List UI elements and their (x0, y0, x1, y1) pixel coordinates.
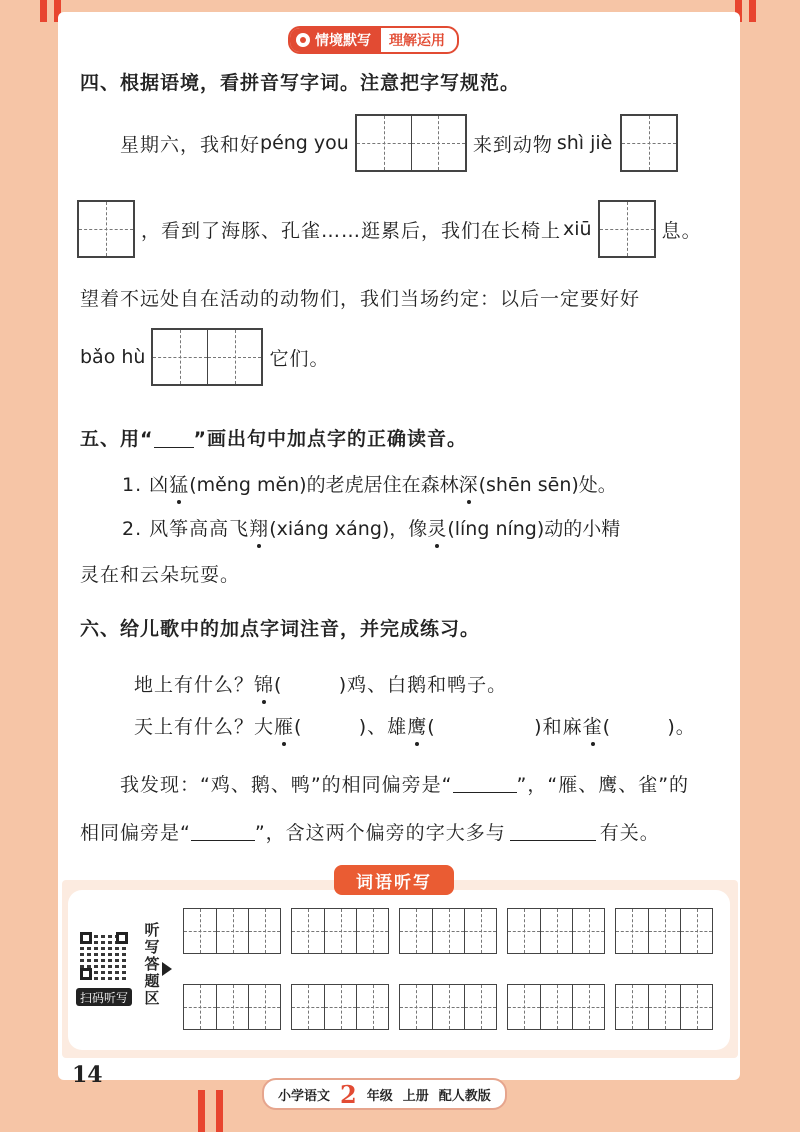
grid-cell (411, 116, 465, 170)
grid-cell (216, 985, 248, 1029)
text: ，看到了海豚、孔雀……逛累后，我们在长椅上 (141, 219, 562, 242)
dictation-grid[interactable] (291, 908, 389, 954)
section4-line3: 望着不远处自在活动的动物们，我们当场约定：以后一定要好好 (80, 287, 641, 310)
edition-label: 配人教版 (438, 1088, 491, 1104)
pinyin: péng you (260, 132, 349, 154)
text: 地上有什么？ (134, 673, 255, 696)
section4-title: 四、根据语境，看拼音写字词。注意把字写规范。 (80, 72, 521, 94)
grid-cell (464, 909, 496, 953)
text: 相同偏旁是“ (80, 821, 191, 844)
grid-cell (680, 909, 712, 953)
section6-finding2 (80, 816, 660, 846)
section4-line2 (77, 198, 702, 260)
answer-blank[interactable] (510, 821, 596, 841)
grid-cell (292, 909, 324, 953)
dotted-char: 锦 (254, 670, 274, 697)
grid-cell (216, 909, 248, 953)
text: 天上有什么？大 (134, 715, 275, 738)
grid-cell (432, 909, 464, 953)
pinyin: xiū (563, 218, 592, 240)
grid-cell (622, 116, 676, 170)
grid-cell (572, 909, 604, 953)
dotted-char: 深 (459, 470, 479, 497)
page-number: 14 (72, 1062, 103, 1088)
section-header-tab (288, 26, 459, 54)
dictation-tab: 词语听写 (334, 865, 454, 895)
book-info-band (262, 1078, 507, 1110)
dictation-grid[interactable] (183, 908, 281, 954)
text: (shēn sēn)处。 (478, 473, 617, 496)
header-left (290, 28, 381, 52)
grid-cell (616, 909, 648, 953)
grid-cell (540, 985, 572, 1029)
section5-q1 (122, 468, 617, 498)
writing-grid-xiu[interactable] (598, 200, 656, 258)
scan-label: 扫码听写 (76, 988, 132, 1006)
pinyin: shì jiè (556, 132, 613, 154)
answer-blank[interactable] (191, 821, 255, 841)
text: ( )鸡、白鹅和鸭子。 (274, 673, 508, 696)
grid-cell (432, 985, 464, 1029)
section4-line4 (80, 326, 329, 388)
text: 我发现：“鸡、鹅、鸭”的相同偏旁是“ (120, 773, 453, 796)
section6-poem2 (134, 710, 696, 740)
text: 星期六，我和好 (120, 133, 261, 156)
grid-cell (324, 985, 356, 1029)
bulb-icon (296, 33, 310, 47)
text: ”，含这两个偏旁的字大多与 (254, 821, 506, 844)
writing-grid-baohu[interactable] (151, 328, 263, 386)
dotted-char: 灵 (427, 514, 447, 541)
dotted-char: 鹰 (407, 712, 427, 739)
text: 来到动物 (472, 133, 553, 156)
grid-cell (356, 985, 388, 1029)
grid-cell (400, 909, 432, 953)
text: 有关。 (599, 821, 660, 844)
arrow-right-icon (162, 962, 172, 976)
volume-label: 上册 (402, 1088, 429, 1104)
dictation-grid[interactable] (399, 908, 497, 954)
text: ( )。 (602, 715, 696, 738)
qr-corner (116, 932, 128, 944)
text: 它们。 (269, 347, 330, 370)
dictation-grid[interactable] (183, 984, 281, 1030)
qr-corner (80, 932, 92, 944)
section6-title: 六、给儿歌中的加点字词注音，并完成练习。 (80, 618, 481, 640)
frame-stripe (198, 1090, 205, 1132)
dictation-grid[interactable] (291, 984, 389, 1030)
grid-cell (648, 985, 680, 1029)
answer-area-label: 听写答题区 (144, 921, 160, 1007)
frame-stripe (216, 1090, 223, 1132)
header-right-label: 理解运用 (389, 33, 445, 49)
grid-cell (184, 985, 216, 1029)
header-left-label: 情境默写 (315, 33, 371, 49)
writing-grid-shijie-1[interactable] (620, 114, 678, 172)
grid-cell (572, 985, 604, 1029)
grid-cell (508, 909, 540, 953)
grid-cell (356, 909, 388, 953)
frame-stripe (40, 0, 47, 22)
text: (měng mĕn)的老虎居住在森林 (189, 473, 459, 496)
text: 1. 凶 (122, 473, 170, 496)
text: ( )和麻 (427, 715, 583, 738)
text: (líng níng)动的小精 (447, 517, 621, 540)
dotted-char: 猛 (169, 470, 189, 497)
dotted-char: 雁 (274, 712, 294, 739)
text: ( )、雄 (294, 715, 408, 738)
section5-q2 (122, 512, 620, 542)
dictation-grid[interactable] (615, 908, 713, 954)
dictation-grid[interactable] (399, 984, 497, 1030)
section5-title (80, 424, 467, 451)
subject-label: 小学语文 (278, 1088, 331, 1104)
grid-cell (184, 909, 216, 953)
grid-cell (324, 909, 356, 953)
text: 息。 (661, 219, 702, 242)
answer-blank[interactable] (453, 773, 517, 793)
grid-cell (357, 116, 411, 170)
grid-cell (400, 985, 432, 1029)
text: ”画出句中加点字的正确读音。 (193, 428, 467, 450)
underline-sample (154, 428, 194, 448)
writing-grid-shijie-2[interactable] (77, 200, 135, 258)
grid-cell (79, 202, 133, 256)
grade-number: 2 (340, 1079, 357, 1109)
frame-stripe (749, 0, 756, 22)
pinyin: bǎo hù (80, 346, 146, 368)
dictation-grid[interactable] (507, 908, 605, 954)
dotted-char: 雀 (583, 712, 603, 739)
section6-poem1 (134, 668, 507, 698)
grid-cell (464, 985, 496, 1029)
text: 五、用“ (80, 428, 154, 450)
text: 2. 风筝高高飞 (122, 517, 250, 540)
grid-cell (680, 985, 712, 1029)
grid-cell (508, 985, 540, 1029)
writing-grid-pengyou[interactable] (355, 114, 467, 172)
section4-line1 (120, 112, 678, 174)
grid-cell (292, 985, 324, 1029)
grid-cell (248, 985, 280, 1029)
dotted-char: 翔 (249, 514, 269, 541)
dictation-grid[interactable] (507, 984, 605, 1030)
grid-cell (248, 909, 280, 953)
grid-cell (540, 909, 572, 953)
grid-cell (153, 330, 207, 384)
dictation-grid[interactable] (615, 984, 713, 1030)
grid-cell (616, 985, 648, 1029)
grid-cell (600, 202, 654, 256)
text: ”，“雁、鹰、雀”的 (516, 773, 690, 796)
grid-cell (207, 330, 261, 384)
section6-finding1 (120, 768, 689, 798)
text: (xiáng xáng)，像 (269, 517, 428, 540)
qr-corner (80, 968, 92, 980)
grade-suffix: 年级 (366, 1088, 393, 1104)
grid-cell (648, 909, 680, 953)
section5-q2-cont: 灵在和云朵玩耍。 (80, 563, 241, 586)
